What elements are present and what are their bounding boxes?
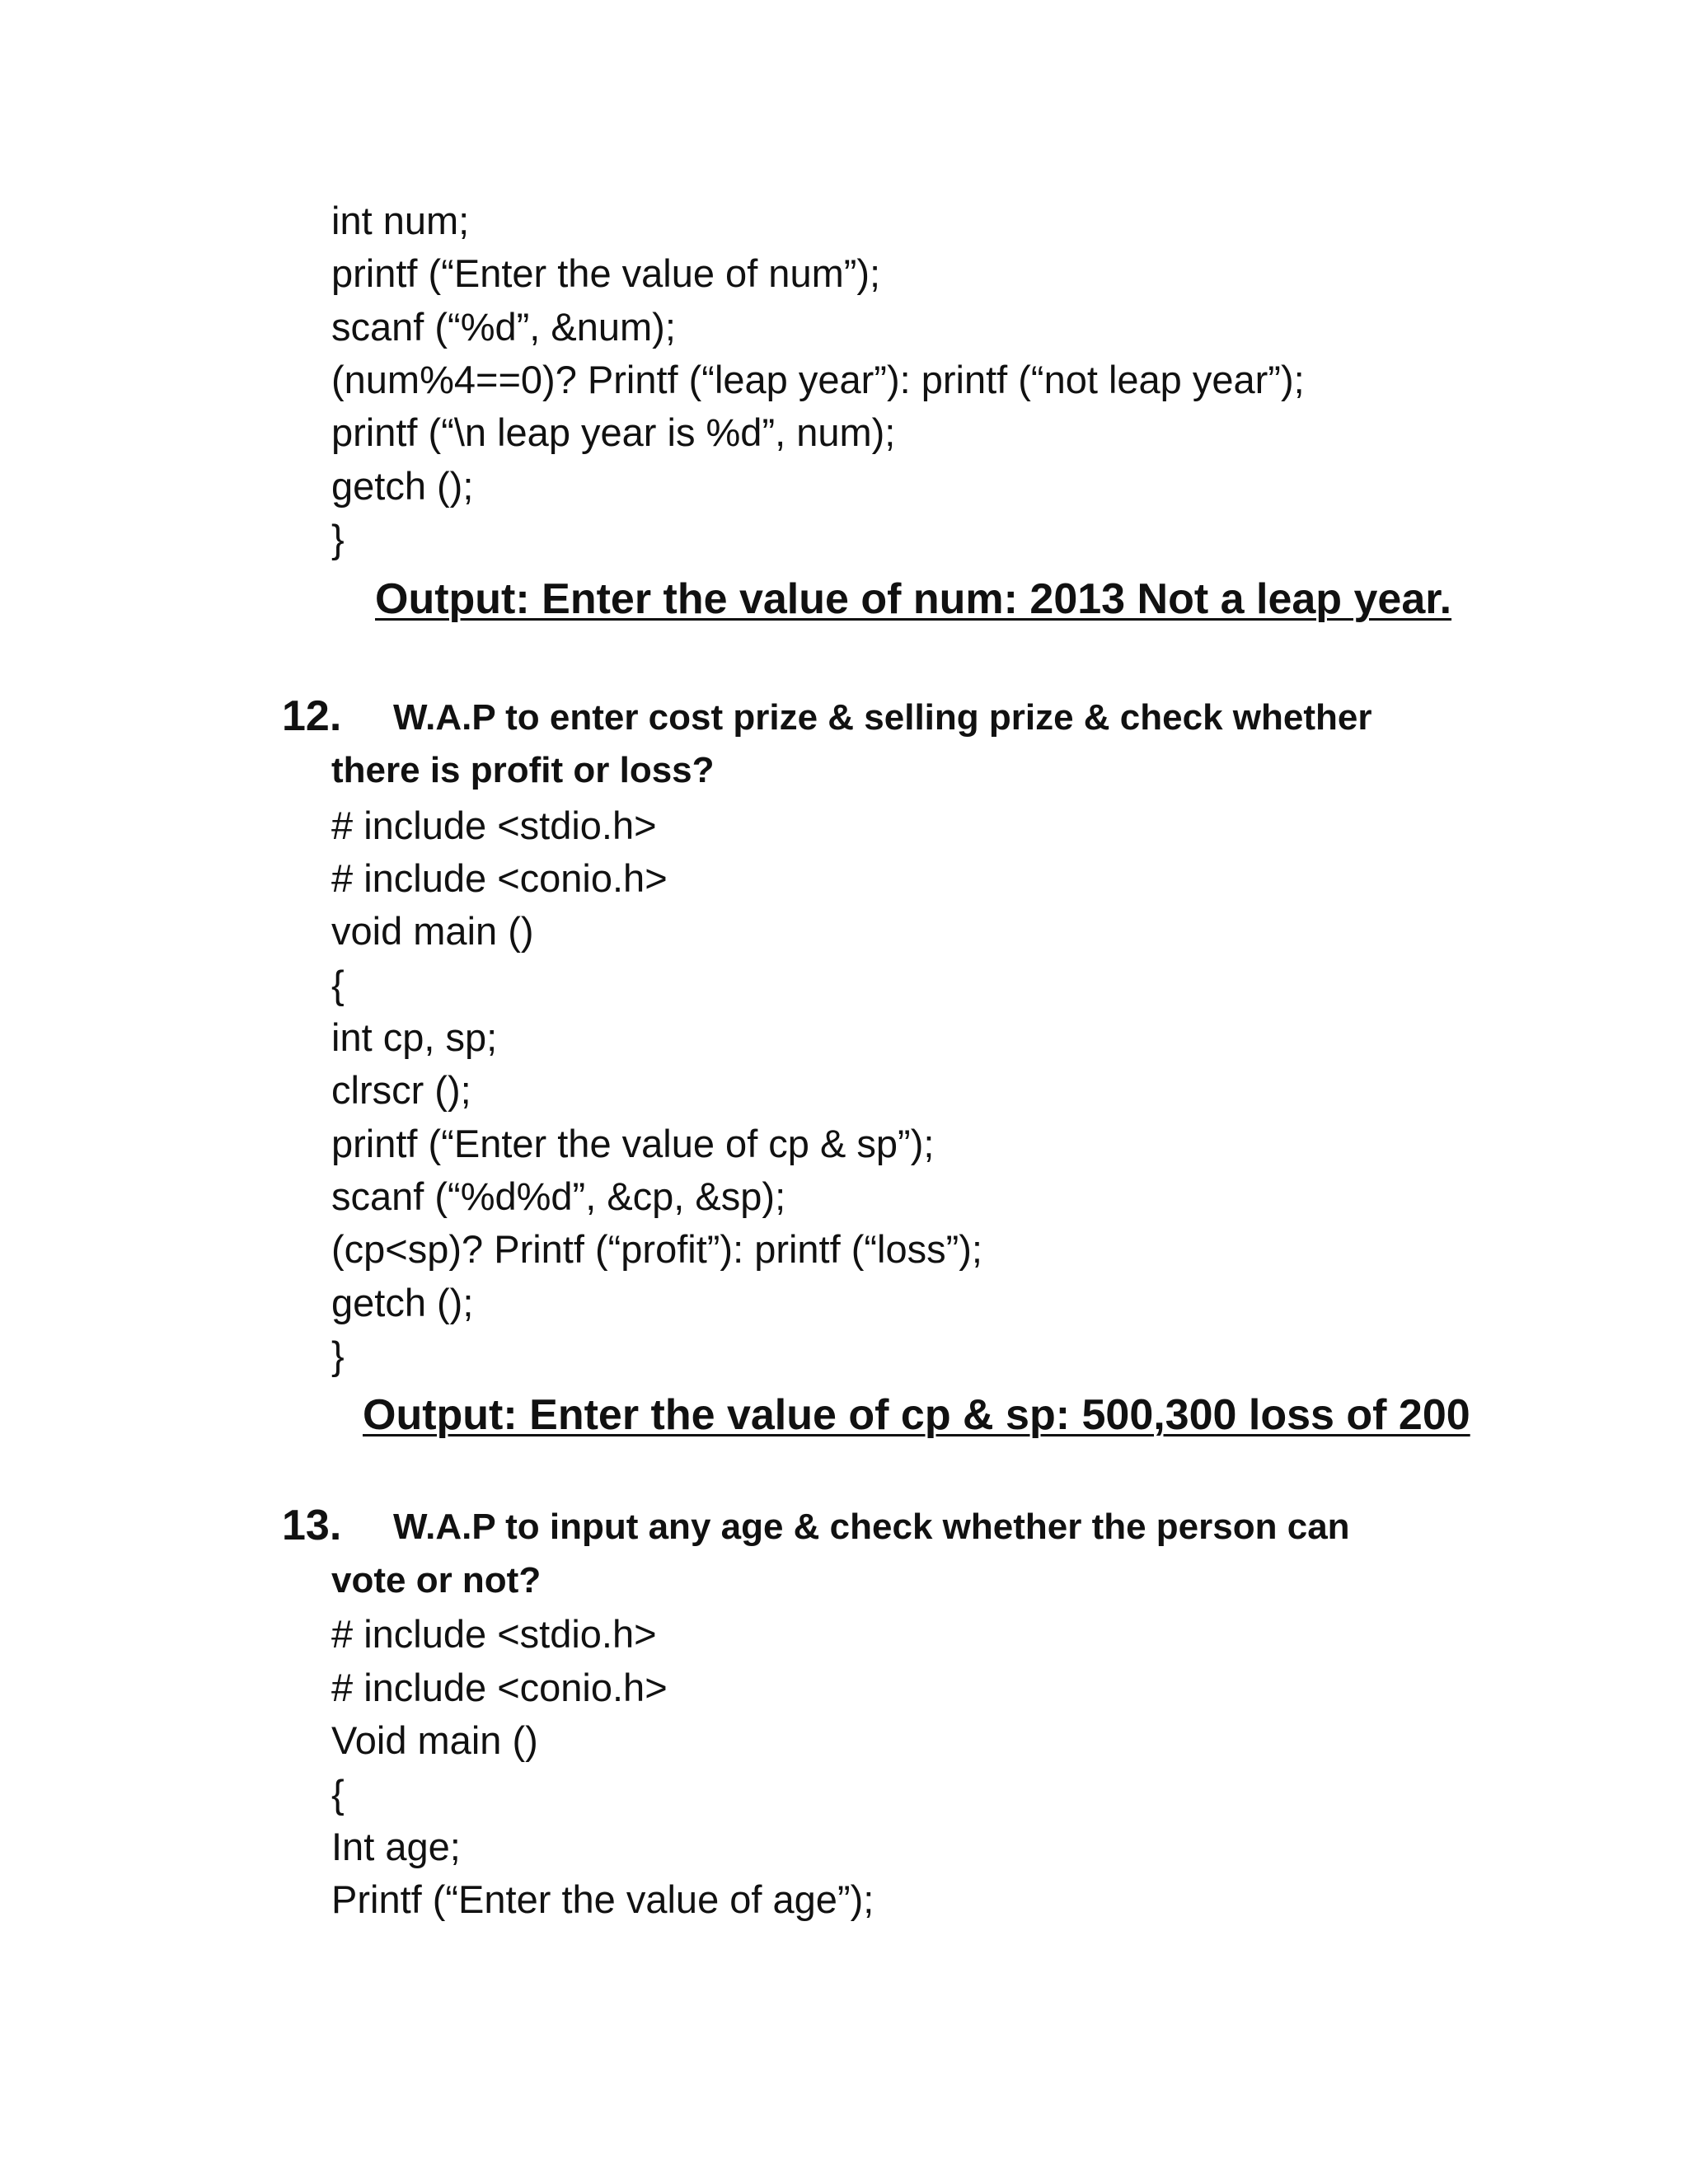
code-line: scanf (“%d%d”, &cp, &sp); <box>331 1174 786 1218</box>
code-line: Printf (“Enter the value of age”); <box>331 1877 874 1921</box>
output-line: Output: Enter the value of num: 2013 Not a leap year. <box>375 575 1452 623</box>
question-title: W.A.P to input any age & check whether the person can <box>393 1507 1350 1547</box>
code-line: { <box>331 1772 345 1816</box>
code-line: Void main () <box>331 1718 538 1762</box>
question-title-continued: vote or not? <box>331 1560 542 1601</box>
code-line: clrscr (); <box>331 1068 471 1112</box>
code-line: void main () <box>331 909 534 953</box>
question-number: 12. <box>282 692 342 740</box>
question-title: W.A.P to enter cost prize & selling prize & check whether <box>393 697 1372 738</box>
code-line: (num%4==0)? Printf (“leap year”): printf (“not leap year”); <box>331 358 1305 401</box>
code-line: # include <conio.h> <box>331 856 668 900</box>
code-line: (cp<sp)? Printf (“profit”): printf (“loss”); <box>331 1227 982 1271</box>
code-line: Int age; <box>331 1825 461 1868</box>
code-line: int cp, sp; <box>331 1015 498 1059</box>
code-line: getch (); <box>331 1281 474 1324</box>
code-line: # include <stdio.h> <box>331 804 657 847</box>
output-line: Output: Enter the value of cp & sp: 500,300 loss of 200 <box>363 1391 1470 1439</box>
code-line: # include <stdio.h> <box>331 1612 657 1656</box>
code-line: printf (“\n leap year is %d”, num); <box>331 410 896 454</box>
code-line: printf (“Enter the value of cp & sp”); <box>331 1122 935 1165</box>
code-line: { <box>331 963 345 1006</box>
question-number: 13. <box>282 1502 342 1549</box>
code-line: scanf (“%d”, &num); <box>331 305 676 349</box>
question-title-continued: there is profit or loss? <box>331 750 715 790</box>
code-line: # include <conio.h> <box>331 1666 668 1709</box>
code-line: getch (); <box>331 464 474 508</box>
code-line: } <box>331 517 345 560</box>
code-line: } <box>331 1333 345 1377</box>
code-line: int num; <box>331 199 470 242</box>
code-line: printf (“Enter the value of num”); <box>331 251 881 295</box>
